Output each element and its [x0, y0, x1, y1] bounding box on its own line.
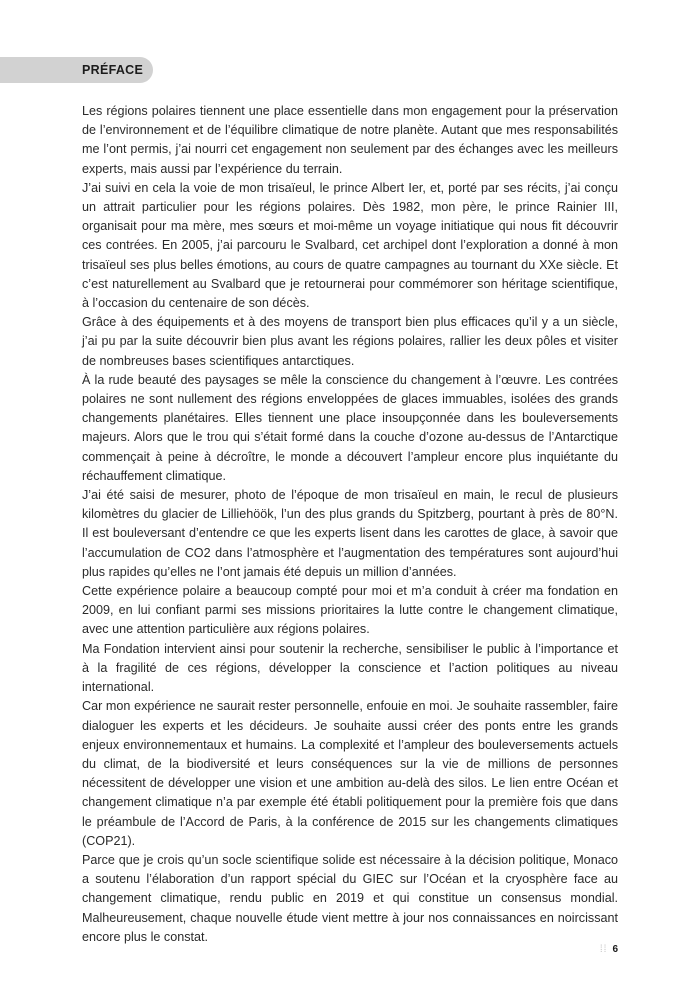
paragraph: Les régions polaires tiennent une place essentielle dans mon engagement pour la préservation de l’environnement et de l’équilibre climatique de notre planète. Autant que mes responsabilités me l’ont permis, j’ai nourri cet engagement non seulement par des échanges avec les meilleurs experts, mais aussi par l’expérience du terrain.	[82, 104, 618, 176]
paragraph: Car mon expérience ne saurait rester personnelle, enfouie en moi. Je souhaite rassembler, faire dialoguer les experts et les décideurs. Je souhaite aussi créer des ponts entre les grands enjeux environnementaux et humains. La complexité et l’ampleur des bouleversements actuels du climat, de la biodiversité et leurs conséquences sur la vie de millions de personnes nécessitent de développer une vision et une ambition au-delà des silos. Le lien entre Océan et changement climatique n’a par exemple été établi politiquement pour la première fois que dans le préambule de l’Accord de Paris, à la conférence de 2015 sur les changements climatiques (COP21).	[82, 699, 618, 848]
page-number: 6	[612, 944, 618, 955]
paragraph: Ma Fondation intervient ainsi pour soutenir la recherche, sensibiliser le public à l’importance et à la fragilité de ces régions, développer la conscience et l’action politiques au niveau international.	[82, 641, 618, 695]
preface-body	[82, 102, 618, 947]
page-marks-icon: ⁞⁞	[599, 944, 608, 955]
paragraph: J’ai suivi en cela la voie de mon trisaïeul, le prince Albert Ier, et, porté par ses récits, j’ai conçu un attrait particulier pour les régions polaires. Dès 1982, mon père, le prince Rainier III, organisait pour ma mère, mes sœurs et moi-même un voyage initiatique qui nous fit découvrir ces contrées. En 2005, j’ai parcouru le Svalbard, cet archipel dont l’exploration a donné à mon trisaïeul ses plus belles émotions, au cours de quatre campagnes au tournant du XXe siècle. Et c’est naturellement au Svalbard que je retournerai pour commémorer son héritage scientifique, à l’occasion du centenaire de son décès.	[82, 180, 618, 311]
paragraph: J’ai été saisi de mesurer, photo de l’époque de mon trisaïeul en main, le recul de plusieurs kilomètres du glacier de Lilliehöök, l’un des plus grands du Spitzberg, pourtant à près de 80°N. Il est bouleversant d’entendre ce que les experts lisent dans les carottes de glace, à savoir que l’accumulation de CO2 dans l’atmosphère et l’augmentation des températures sont aujourd’hui plus rapides qu’elles ne l’ont jamais été depuis un million d’années.	[82, 488, 618, 579]
paragraph: Grâce à des équipements et à des moyens de transport bien plus efficaces qu’il y a un siècle, j’ai pu par la suite découvrir bien plus avant les régions polaires, rallier les deux pôles et visiter de nombreuses bases scientifiques antarctiques.	[82, 315, 618, 368]
paragraph: Cette expérience polaire a beaucoup compté pour moi et m’a conduit à créer ma fondation en 2009, en lui confiant parmi ses missions prioritaires la lutte contre le changement climatique, avec une attention particulière aux régions polaires.	[82, 584, 618, 637]
paragraph: Parce que je crois qu’un socle scientifique solide est nécessaire à la décision politique, Monaco a soutenu l’élaboration d’un rapport spécial du GIEC sur l’Océan et la cryosphère face au changement climatique, rendu public en 2019 et qui constitue un consensus mondial. Malheureusement, chaque nouvelle étude vient mettre à jour nos connaissances en noircissant encore plus le constat.	[82, 852, 618, 944]
page-footer	[600, 944, 618, 955]
section-title: PRÉFACE	[0, 57, 153, 83]
paragraph: À la rude beauté des paysages se mêle la conscience du changement à l’œuvre. Les contrées polaires ne sont nullement des régions enveloppées de glaces immuables, isolées des grands changements planétaires. Elles tiennent une place insoupçonnée dans les bouleversements majeurs. Alors que le trou qui s’était formé dans la couche d’ozone au-dessus de l’Antarctique commençait à peine à décroître, le monde a découvert l’ampleur encore plus inquiétante du réchauffement climatique.	[82, 372, 618, 483]
